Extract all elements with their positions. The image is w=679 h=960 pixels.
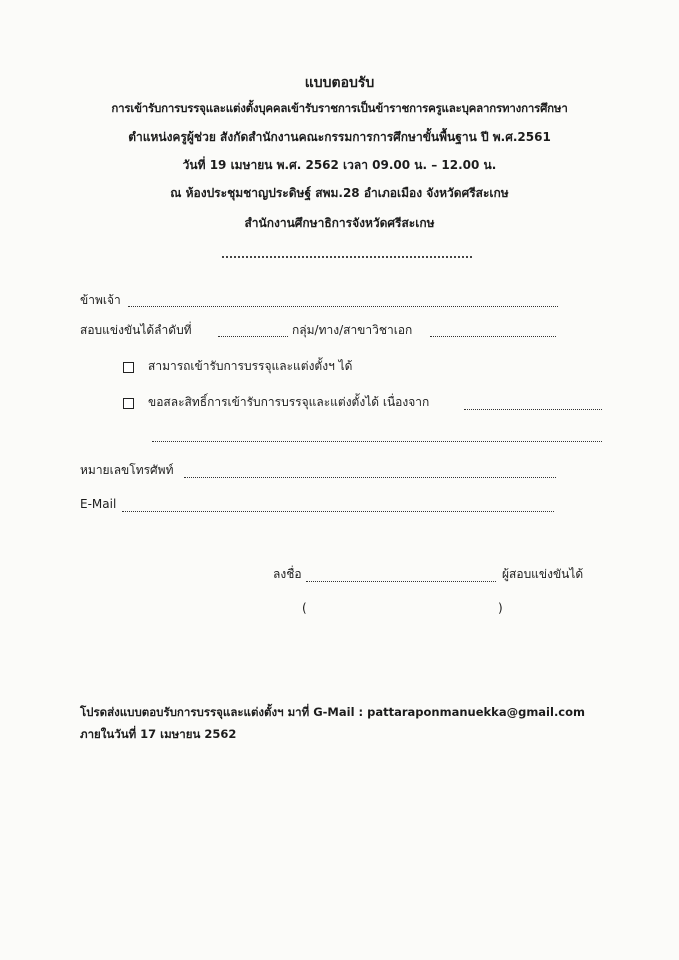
paren-close: ) xyxy=(498,601,503,615)
paren-open: ( xyxy=(302,601,307,615)
decline-reason-field[interactable] xyxy=(464,408,602,410)
decline-reason-field-2[interactable] xyxy=(152,440,602,442)
footer-deadline: ภายในวันที่ 17 เมษายน 2562 xyxy=(80,727,237,741)
accept-option-label: สามารถเข้ารับการบรรจุและแต่งตั้งฯ ได้ xyxy=(148,359,353,373)
header-line-2: ตำแหน่งครูผู้ช่วย สังกัดสำนักงานคณะกรรมการการศึกษาขั้นพื้นฐาน ปี พ.ศ.2561 xyxy=(128,130,551,144)
header-line-1: การเข้ารับการบรรจุและแต่งตั้งบุคคลเข้ารับราชการเป็นข้าราชการครูและบุคลากรทางการศึกษา xyxy=(111,101,568,115)
group-label: กลุ่ม/ทาง/สาขาวิชาเอก xyxy=(292,323,413,337)
signature-field[interactable] xyxy=(306,580,496,582)
footer-instruction: โปรดส่งแบบตอบรับการบรรจุและแต่งตั้งฯ มาที่ G-Mail : pattaraponmanuekka@gmail.com xyxy=(80,705,586,719)
phone-field[interactable] xyxy=(184,476,556,478)
separator-line xyxy=(222,256,472,261)
decline-option-label: ขอสละสิทธิ์การเข้ารับการบรรจุและแต่งตั้งได้ เนื่องจาก xyxy=(148,395,430,409)
name-label: ข้าพเจ้า xyxy=(80,293,121,307)
group-field[interactable] xyxy=(430,335,556,337)
email-field[interactable] xyxy=(122,510,554,512)
signature-label: ลงชื่อ xyxy=(273,567,302,581)
header-line-3: วันที่ 19 เมษายน พ.ศ. 2562 เวลา 09.00 น. – 12.00 น. xyxy=(182,158,497,172)
signer-role-label: ผู้สอบแข่งขันได้ xyxy=(502,567,584,581)
accept-checkbox[interactable] xyxy=(123,362,134,373)
decline-checkbox[interactable] xyxy=(123,398,134,409)
form-title: แบบตอบรับ xyxy=(304,75,375,91)
rank-field[interactable] xyxy=(218,335,288,337)
header-line-5: สำนักงานศึกษาธิการจังหวัดศรีสะเกษ xyxy=(244,216,435,230)
rank-label: สอบแข่งขันได้ลำดับที่ xyxy=(80,323,192,337)
email-label: E-Mail xyxy=(80,497,117,511)
phone-label: หมายเลขโทรศัพท์ xyxy=(80,463,174,477)
name-field[interactable] xyxy=(128,305,558,307)
header-line-4: ณ ห้องประชุมชาญประดิษฐ์ สพม.28 อำเภอเมือง จังหวัดศรีสะเกษ xyxy=(170,186,509,200)
